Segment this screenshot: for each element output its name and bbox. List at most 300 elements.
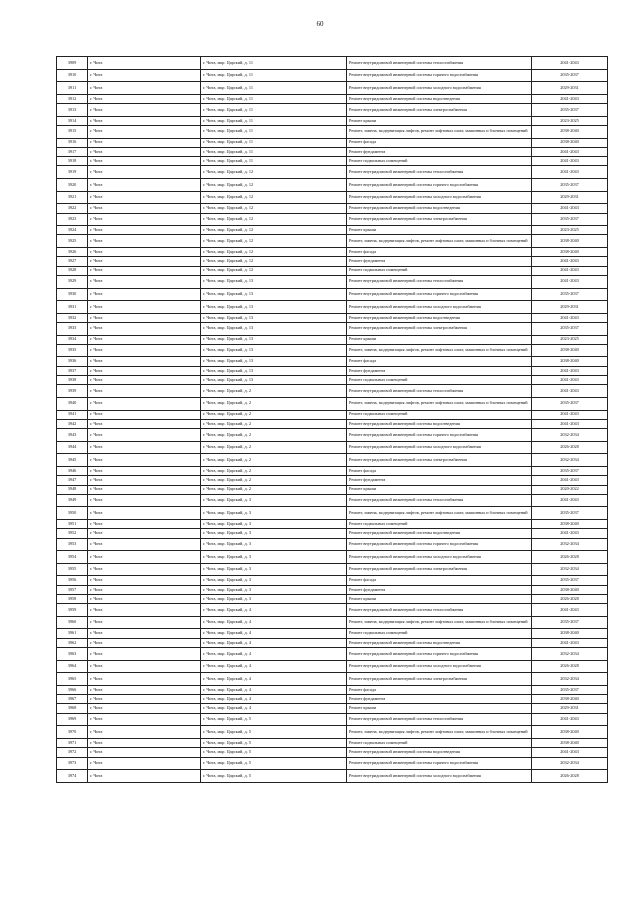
work-type-cell: Ремонт внутридомовой инженерной системы холодного водоснабжения <box>347 770 532 783</box>
work-type-cell: Ремонт внутридомовой инженерной системы теплоснабжения <box>347 494 532 507</box>
city-cell: г. Чита <box>88 441 201 454</box>
period-cell: 2038-2040 <box>532 235 608 248</box>
table-body <box>57 57 608 783</box>
work-type-cell: Ремонт внутридомовой инженерной системы горячего водоснабжения <box>347 429 532 442</box>
work-type-cell: Ремонт фундамента <box>347 695 532 704</box>
table-row <box>57 770 608 783</box>
city-cell: г. Чита <box>88 685 201 694</box>
period-cell: 2041-2043 <box>532 419 608 428</box>
city-cell: г. Чита <box>88 648 201 661</box>
city-cell: г. Чита <box>88 713 201 726</box>
table-row <box>57 485 608 494</box>
table-row <box>57 429 608 442</box>
address-cell: г. Чита, мкр. Царский, д. 2 <box>201 454 347 467</box>
period-cell: 2038-2040 <box>532 344 608 357</box>
table-row <box>57 335 608 344</box>
table-row <box>57 563 608 576</box>
table-row <box>57 726 608 739</box>
city-cell: г. Чита <box>88 695 201 704</box>
city-cell: г. Чита <box>88 125 201 138</box>
period-cell: 2035-2037 <box>532 104 608 117</box>
work-type-cell: Ремонт фасада <box>347 138 532 147</box>
row-number-cell: 3910 <box>57 69 88 82</box>
city-cell: г. Чита <box>88 235 201 248</box>
period-cell: 2041-2043 <box>532 376 608 385</box>
table-row <box>57 695 608 704</box>
work-type-cell: Ремонт внутридомовой инженерной системы теплоснабжения <box>347 166 532 179</box>
address-cell: г. Чита, мкр. Царский, д. 11 <box>201 94 347 103</box>
address-cell: г. Чита, мкр. Царский, д. 2 <box>201 419 347 428</box>
period-cell: 2035-2037 <box>532 507 608 520</box>
table-row <box>57 116 608 125</box>
city-cell: г. Чита <box>88 616 201 629</box>
address-cell: г. Чита, мкр. Царский, д. 4 <box>201 629 347 638</box>
work-type-cell: Ремонт подвальных помещений <box>347 157 532 166</box>
table-row <box>57 648 608 661</box>
table-row <box>57 757 608 770</box>
address-cell: г. Чита, мкр. Царский, д. 13 <box>201 301 347 314</box>
row-number-cell: 3919 <box>57 166 88 179</box>
work-type-cell: Ремонт внутридомовой инженерной системы горячего водоснабжения <box>347 538 532 551</box>
city-cell: г. Чита <box>88 673 201 686</box>
work-type-cell: Ремонт фундамента <box>347 147 532 156</box>
table-row <box>57 125 608 138</box>
row-number-cell: 3970 <box>57 726 88 739</box>
address-cell: г. Чита, мкр. Царский, д. 12 <box>201 213 347 226</box>
table-row <box>57 576 608 585</box>
work-type-cell: Ремонт внутридомовой инженерной системы электроснабжения <box>347 322 532 335</box>
work-type-cell: Ремонт внутридомовой инженерной системы электроснабжения <box>347 104 532 117</box>
period-cell: 2041-2043 <box>532 529 608 538</box>
city-cell: г. Чита <box>88 344 201 357</box>
row-number-cell: 3955 <box>57 563 88 576</box>
city-cell: г. Чита <box>88 116 201 125</box>
work-type-cell: Ремонт крыши <box>347 594 532 603</box>
city-cell: г. Чита <box>88 419 201 428</box>
work-type-cell: Ремонт внутридомовой инженерной системы электроснабжения <box>347 673 532 686</box>
row-number-cell: 3946 <box>57 466 88 475</box>
address-cell: г. Чита, мкр. Царский, д. 3 <box>201 551 347 564</box>
table-row <box>57 638 608 647</box>
address-cell: г. Чита, мкр. Царский, д. 4 <box>201 604 347 617</box>
work-type-cell: Ремонт внутридомовой инженерной системы горячего водоснабжения <box>347 69 532 82</box>
period-cell: 2041-2043 <box>532 476 608 485</box>
row-number-cell: 3961 <box>57 629 88 638</box>
work-type-cell: Ремонт внутридомовой инженерной системы водоотведения <box>347 638 532 647</box>
row-number-cell: 3965 <box>57 673 88 686</box>
period-cell: 2041-2043 <box>532 313 608 322</box>
period-cell: 2026-2028 <box>532 441 608 454</box>
table-row <box>57 366 608 375</box>
row-number-cell: 3913 <box>57 104 88 117</box>
address-cell: г. Чита, мкр. Царский, д. 5 <box>201 713 347 726</box>
period-cell: 2041-2043 <box>532 494 608 507</box>
period-cell: 2032-2034 <box>532 757 608 770</box>
address-cell: г. Чита, мкр. Царский, д. 12 <box>201 266 347 275</box>
work-type-cell: Ремонт, замена, модернизация лифтов, ремонт лифтовых шахт, машинных и блочных помещений <box>347 344 532 357</box>
city-cell: г. Чита <box>88 69 201 82</box>
city-cell: г. Чита <box>88 275 201 288</box>
address-cell: г. Чита, мкр. Царский, д. 11 <box>201 104 347 117</box>
period-cell: 2041-2043 <box>532 147 608 156</box>
period-cell: 2038-2040 <box>532 125 608 138</box>
period-cell: 2026-2028 <box>532 770 608 783</box>
row-number-cell: 3947 <box>57 476 88 485</box>
row-number-cell: 3917 <box>57 147 88 156</box>
address-cell: г. Чита, мкр. Царский, д. 2 <box>201 397 347 410</box>
city-cell: г. Чита <box>88 466 201 475</box>
period-cell: 2020-2022 <box>532 485 608 494</box>
address-cell: г. Чита, мкр. Царский, д. 12 <box>201 204 347 213</box>
work-type-cell: Ремонт, замена, модернизация лифтов, ремонт лифтовых шахт, машинных и блочных помещений <box>347 726 532 739</box>
table-row <box>57 441 608 454</box>
period-cell: 2035-2037 <box>532 397 608 410</box>
work-type-cell: Ремонт внутридомовой инженерной системы горячего водоснабжения <box>347 648 532 661</box>
table-row <box>57 616 608 629</box>
table-row <box>57 57 608 70</box>
city-cell: г. Чита <box>88 585 201 594</box>
work-type-cell: Ремонт внутридомовой инженерной системы холодного водоснабжения <box>347 441 532 454</box>
work-type-cell: Ремонт внутридомовой инженерной системы теплоснабжения <box>347 713 532 726</box>
work-type-cell: Ремонт подвальных помещений <box>347 629 532 638</box>
table-row <box>57 248 608 257</box>
row-number-cell: 3948 <box>57 485 88 494</box>
address-cell: г. Чита, мкр. Царский, д. 3 <box>201 494 347 507</box>
work-type-cell: Ремонт фундамента <box>347 257 532 266</box>
row-number-cell: 3939 <box>57 385 88 398</box>
table-row <box>57 376 608 385</box>
period-cell: 2029-2031 <box>532 301 608 314</box>
work-type-cell: Ремонт фундамента <box>347 476 532 485</box>
period-cell: 2041-2043 <box>532 366 608 375</box>
row-number-cell: 3951 <box>57 520 88 529</box>
period-cell: 2041-2043 <box>532 604 608 617</box>
table-row <box>57 275 608 288</box>
work-type-cell: Ремонт внутридомовой инженерной системы водоотведения <box>347 204 532 213</box>
row-number-cell: 3952 <box>57 529 88 538</box>
period-cell: 2038-2040 <box>532 138 608 147</box>
work-type-cell: Ремонт крыши <box>347 226 532 235</box>
city-cell: г. Чита <box>88 257 201 266</box>
city-cell: г. Чита <box>88 213 201 226</box>
period-cell: 2032-2034 <box>532 648 608 661</box>
row-number-cell: 3959 <box>57 604 88 617</box>
period-cell: 2035-2037 <box>532 288 608 301</box>
table-row <box>57 157 608 166</box>
period-cell: 2035-2037 <box>532 576 608 585</box>
address-cell: г. Чита, мкр. Царский, д. 13 <box>201 313 347 322</box>
city-cell: г. Чита <box>88 57 201 70</box>
row-number-cell: 3909 <box>57 57 88 70</box>
row-number-cell: 3911 <box>57 82 88 95</box>
work-type-cell: Ремонт внутридомовой инженерной системы электроснабжения <box>347 213 532 226</box>
row-number-cell: 3915 <box>57 125 88 138</box>
city-cell: г. Чита <box>88 410 201 419</box>
period-cell: 2041-2043 <box>532 157 608 166</box>
period-cell: 2041-2043 <box>532 94 608 103</box>
city-cell: г. Чита <box>88 82 201 95</box>
address-cell: г. Чита, мкр. Царский, д. 5 <box>201 757 347 770</box>
city-cell: г. Чита <box>88 551 201 564</box>
city-cell: г. Чита <box>88 357 201 366</box>
table-row <box>57 213 608 226</box>
period-cell: 2035-2037 <box>532 179 608 192</box>
table-row <box>57 138 608 147</box>
work-type-cell: Ремонт внутридомовой инженерной системы горячего водоснабжения <box>347 288 532 301</box>
work-type-cell: Ремонт внутридомовой инженерной системы электроснабжения <box>347 454 532 467</box>
period-cell: 2035-2037 <box>532 466 608 475</box>
address-cell: г. Чита, мкр. Царский, д. 12 <box>201 179 347 192</box>
address-cell: г. Чита, мкр. Царский, д. 5 <box>201 748 347 757</box>
table-row <box>57 466 608 475</box>
address-cell: г. Чита, мкр. Царский, д. 3 <box>201 594 347 603</box>
table-row <box>57 585 608 594</box>
address-cell: г. Чита, мкр. Царский, д. 2 <box>201 441 347 454</box>
row-number-cell: 3929 <box>57 275 88 288</box>
table-row <box>57 147 608 156</box>
row-number-cell: 3931 <box>57 301 88 314</box>
city-cell: г. Чита <box>88 660 201 673</box>
row-number-cell: 3967 <box>57 695 88 704</box>
city-cell: г. Чита <box>88 748 201 757</box>
work-type-cell: Ремонт внутридомовой инженерной системы горячего водоснабжения <box>347 179 532 192</box>
row-number-cell: 3933 <box>57 322 88 335</box>
work-type-cell: Ремонт внутридомовой инженерной системы теплоснабжения <box>347 57 532 70</box>
city-cell: г. Чита <box>88 757 201 770</box>
row-number-cell: 3960 <box>57 616 88 629</box>
address-cell: г. Чита, мкр. Царский, д. 13 <box>201 288 347 301</box>
table-row <box>57 410 608 419</box>
work-type-cell: Ремонт подвальных помещений <box>347 266 532 275</box>
row-number-cell: 3921 <box>57 191 88 204</box>
row-number-cell: 3932 <box>57 313 88 322</box>
row-number-cell: 3937 <box>57 366 88 375</box>
city-cell: г. Чита <box>88 157 201 166</box>
row-number-cell: 3923 <box>57 213 88 226</box>
row-number-cell: 3935 <box>57 344 88 357</box>
address-cell: г. Чита, мкр. Царский, д. 11 <box>201 57 347 70</box>
city-cell: г. Чита <box>88 104 201 117</box>
period-cell: 2029-2031 <box>532 82 608 95</box>
table-row <box>57 204 608 213</box>
row-number-cell: 3916 <box>57 138 88 147</box>
period-cell: 2026-2028 <box>532 594 608 603</box>
period-cell: 2038-2040 <box>532 520 608 529</box>
table-row <box>57 166 608 179</box>
period-cell: 2038-2040 <box>532 629 608 638</box>
table-row <box>57 713 608 726</box>
city-cell: г. Чита <box>88 494 201 507</box>
row-number-cell: 3969 <box>57 713 88 726</box>
address-cell: г. Чита, мкр. Царский, д. 12 <box>201 191 347 204</box>
address-cell: г. Чита, мкр. Царский, д. 13 <box>201 335 347 344</box>
address-cell: г. Чита, мкр. Царский, д. 13 <box>201 344 347 357</box>
city-cell: г. Чита <box>88 770 201 783</box>
address-cell: г. Чита, мкр. Царский, д. 13 <box>201 376 347 385</box>
city-cell: г. Чита <box>88 538 201 551</box>
city-cell: г. Чита <box>88 166 201 179</box>
city-cell: г. Чита <box>88 738 201 747</box>
table-row <box>57 301 608 314</box>
address-cell: г. Чита, мкр. Царский, д. 4 <box>201 616 347 629</box>
address-cell: г. Чита, мкр. Царский, д. 5 <box>201 726 347 739</box>
table-row <box>57 226 608 235</box>
city-cell: г. Чита <box>88 94 201 103</box>
address-cell: г. Чита, мкр. Царский, д. 2 <box>201 466 347 475</box>
row-number-cell: 3930 <box>57 288 88 301</box>
table-row <box>57 520 608 529</box>
row-number-cell: 3973 <box>57 757 88 770</box>
table-row <box>57 538 608 551</box>
work-type-cell: Ремонт, замена, модернизация лифтов, ремонт лифтовых шахт, машинных и блочных помещений <box>347 616 532 629</box>
city-cell: г. Чита <box>88 322 201 335</box>
address-cell: г. Чита, мкр. Царский, д. 4 <box>201 660 347 673</box>
city-cell: г. Чита <box>88 147 201 156</box>
row-number-cell: 3940 <box>57 397 88 410</box>
city-cell: г. Чита <box>88 604 201 617</box>
city-cell: г. Чита <box>88 385 201 398</box>
period-cell: 2038-2040 <box>532 357 608 366</box>
address-cell: г. Чита, мкр. Царский, д. 2 <box>201 476 347 485</box>
work-type-cell: Ремонт внутридомовой инженерной системы электроснабжения <box>347 563 532 576</box>
period-cell: 2029-2031 <box>532 191 608 204</box>
city-cell: г. Чита <box>88 313 201 322</box>
city-cell: г. Чита <box>88 376 201 385</box>
period-cell: 2035-2037 <box>532 685 608 694</box>
work-type-cell: Ремонт фасада <box>347 357 532 366</box>
table-row <box>57 69 608 82</box>
table-row <box>57 594 608 603</box>
work-type-cell: Ремонт внутридомовой инженерной системы холодного водоснабжения <box>347 660 532 673</box>
address-cell: г. Чита, мкр. Царский, д. 4 <box>201 695 347 704</box>
table-row <box>57 288 608 301</box>
work-type-cell: Ремонт крыши <box>347 335 532 344</box>
city-cell: г. Чита <box>88 704 201 713</box>
work-type-cell: Ремонт внутридомовой инженерной системы водоотведения <box>347 748 532 757</box>
period-cell: 2032-2034 <box>532 538 608 551</box>
address-cell: г. Чита, мкр. Царский, д. 4 <box>201 648 347 661</box>
work-type-cell: Ремонт подвальных помещений <box>347 738 532 747</box>
work-type-cell: Ремонт, замена, модернизация лифтов, ремонт лифтовых шахт, машинных и блочных помещений <box>347 125 532 138</box>
work-type-cell: Ремонт, замена, модернизация лифтов, ремонт лифтовых шахт, машинных и блочных помещений <box>347 507 532 520</box>
table-row <box>57 507 608 520</box>
table-row <box>57 94 608 103</box>
address-cell: г. Чита, мкр. Царский, д. 11 <box>201 157 347 166</box>
city-cell: г. Чита <box>88 485 201 494</box>
row-number-cell: 3954 <box>57 551 88 564</box>
city-cell: г. Чита <box>88 301 201 314</box>
table-row <box>57 454 608 467</box>
table-row <box>57 322 608 335</box>
row-number-cell: 3963 <box>57 648 88 661</box>
work-type-cell: Ремонт подвальных помещений <box>347 376 532 385</box>
period-cell: 2023-2025 <box>532 335 608 344</box>
city-cell: г. Чита <box>88 226 201 235</box>
address-cell: г. Чита, мкр. Царский, д. 11 <box>201 69 347 82</box>
period-cell: 2035-2037 <box>532 213 608 226</box>
row-number-cell: 3957 <box>57 585 88 594</box>
address-cell: г. Чита, мкр. Царский, д. 13 <box>201 322 347 335</box>
address-cell: г. Чита, мкр. Царский, д. 4 <box>201 685 347 694</box>
address-cell: г. Чита, мкр. Царский, д. 2 <box>201 385 347 398</box>
address-cell: г. Чита, мкр. Царский, д. 5 <box>201 770 347 783</box>
row-number-cell: 3941 <box>57 410 88 419</box>
row-number-cell: 3918 <box>57 157 88 166</box>
city-cell: г. Чита <box>88 397 201 410</box>
work-type-cell: Ремонт внутридомовой инженерной системы теплоснабжения <box>347 385 532 398</box>
address-cell: г. Чита, мкр. Царский, д. 3 <box>201 576 347 585</box>
address-cell: г. Чита, мкр. Царский, д. 12 <box>201 235 347 248</box>
row-number-cell: 3956 <box>57 576 88 585</box>
period-cell: 2041-2043 <box>532 385 608 398</box>
row-number-cell: 3974 <box>57 770 88 783</box>
work-type-cell: Ремонт фундамента <box>347 585 532 594</box>
table-row <box>57 748 608 757</box>
address-cell: г. Чита, мкр. Царский, д. 4 <box>201 673 347 686</box>
row-number-cell: 3962 <box>57 638 88 647</box>
work-type-cell: Ремонт крыши <box>347 485 532 494</box>
table-row <box>57 494 608 507</box>
period-cell: 2035-2037 <box>532 616 608 629</box>
period-cell: 2041-2043 <box>532 638 608 647</box>
city-cell: г. Чита <box>88 594 201 603</box>
table-row <box>57 604 608 617</box>
row-number-cell: 3927 <box>57 257 88 266</box>
row-number-cell: 3968 <box>57 704 88 713</box>
work-type-cell: Ремонт крыши <box>347 116 532 125</box>
address-cell: г. Чита, мкр. Царский, д. 13 <box>201 275 347 288</box>
work-type-cell: Ремонт внутридомовой инженерной системы горячего водоснабжения <box>347 757 532 770</box>
work-type-cell: Ремонт внутридомовой инженерной системы водоотведения <box>347 94 532 103</box>
row-number-cell: 3964 <box>57 660 88 673</box>
period-cell: 2041-2043 <box>532 57 608 70</box>
address-cell: г. Чита, мкр. Царский, д. 3 <box>201 529 347 538</box>
address-cell: г. Чита, мкр. Царский, д. 3 <box>201 538 347 551</box>
period-cell: 2041-2043 <box>532 410 608 419</box>
work-type-cell: Ремонт подвальных помещений <box>347 410 532 419</box>
table-row <box>57 191 608 204</box>
row-number-cell: 3950 <box>57 507 88 520</box>
work-type-cell: Ремонт внутридомовой инженерной системы водоотведения <box>347 313 532 322</box>
row-number-cell: 3914 <box>57 116 88 125</box>
period-cell: 2032-2034 <box>532 454 608 467</box>
table-row <box>57 551 608 564</box>
address-cell: г. Чита, мкр. Царский, д. 11 <box>201 116 347 125</box>
row-number-cell: 3949 <box>57 494 88 507</box>
city-cell: г. Чита <box>88 563 201 576</box>
period-cell: 2029-2031 <box>532 704 608 713</box>
table-row <box>57 235 608 248</box>
row-number-cell: 3943 <box>57 429 88 442</box>
period-cell: 2032-2034 <box>532 673 608 686</box>
table-row <box>57 82 608 95</box>
address-cell: г. Чита, мкр. Царский, д. 12 <box>201 257 347 266</box>
work-type-cell: Ремонт фасада <box>347 576 532 585</box>
table-row <box>57 179 608 192</box>
row-number-cell: 3934 <box>57 335 88 344</box>
address-cell: г. Чита, мкр. Царский, д. 4 <box>201 638 347 647</box>
table-row <box>57 257 608 266</box>
period-cell: 2023-2025 <box>532 226 608 235</box>
city-cell: г. Чита <box>88 191 201 204</box>
row-number-cell: 3924 <box>57 226 88 235</box>
period-cell: 2041-2043 <box>532 166 608 179</box>
period-cell: 2041-2043 <box>532 748 608 757</box>
row-number-cell: 3942 <box>57 419 88 428</box>
work-type-cell: Ремонт крыши <box>347 704 532 713</box>
period-cell: 2035-2037 <box>532 69 608 82</box>
period-cell: 2026-2028 <box>532 660 608 673</box>
